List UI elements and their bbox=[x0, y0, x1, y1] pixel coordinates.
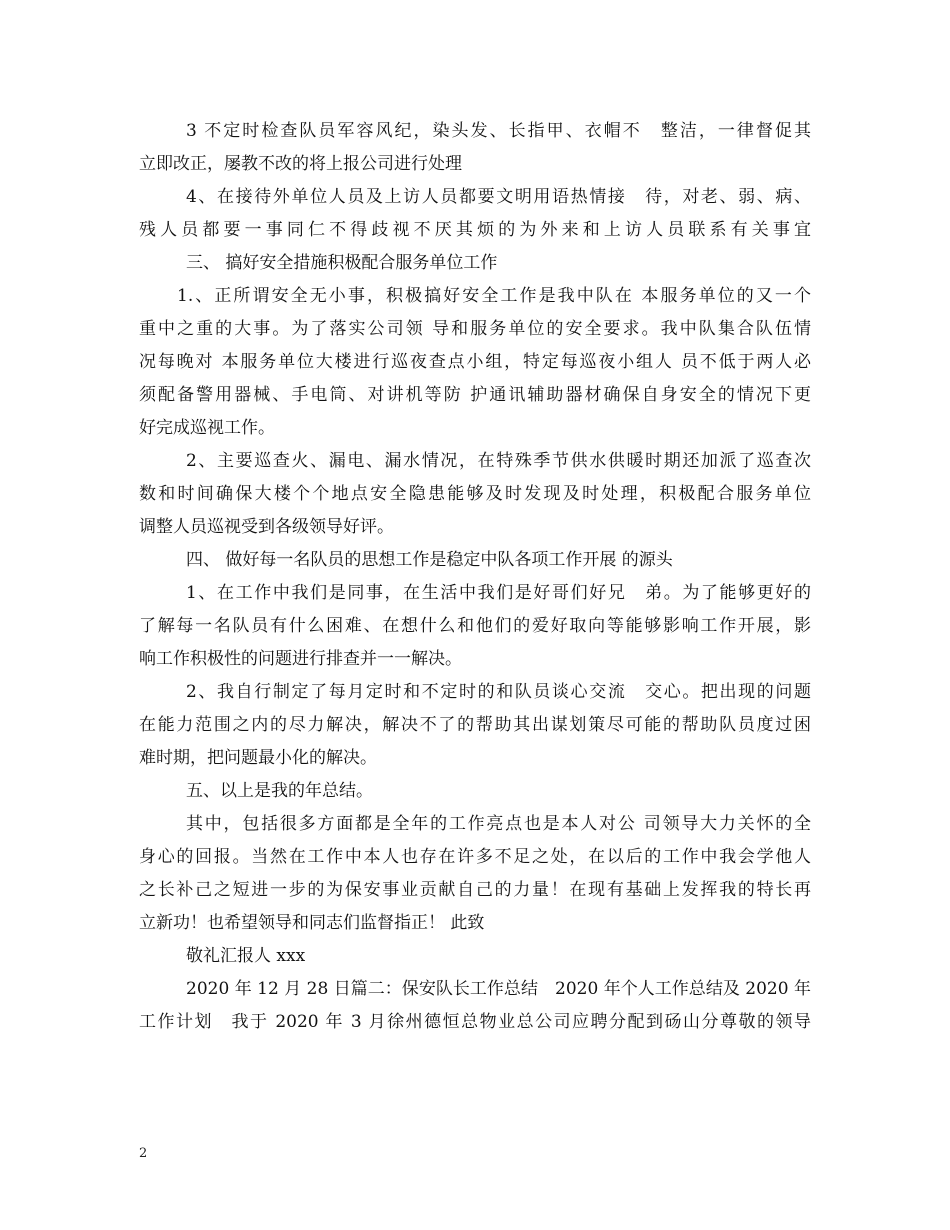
paragraph-line: 工作计划 我于 2020 年 3 月徐州德恒总物业总公司应聘分配到砀山分尊敬的领导 bbox=[139, 1012, 811, 1032]
paragraph-line: 其中，包括很多方面都是全年的工作亮点也是本人对公 司领导大力关怀的全 bbox=[186, 814, 811, 834]
paragraph-line: 重中之重的大事。为了落实公司领 导和服务单位的安全要求。我中队集合队伍情 bbox=[139, 319, 811, 339]
paragraph-line: 好完成巡视工作。 bbox=[139, 418, 275, 438]
paragraph-line: 立新功！也希望领导和同志们监督指正！ 此致 bbox=[139, 913, 485, 933]
paragraph-line: 响工作积极性的问题进行排查并一一解决。 bbox=[139, 649, 462, 669]
paragraph-line: 数和时间确保大楼个个地点安全隐患能够及时发现及时处理，积极配合服务单位 bbox=[139, 484, 811, 504]
paragraph-line: 2、我自行制定了每月定时和不定时的和队员谈心交流 交心。把出现的问题 bbox=[186, 682, 811, 702]
paragraph-line: 3 不定时检查队员军容风纪，染头发、长指甲、衣帽不 整洁，一律督促其 bbox=[186, 121, 811, 141]
section-heading: 三、 搞好安全措施积极配合服务单位工作 bbox=[186, 253, 498, 273]
paragraph-line: 残人员都要一事同仁不得歧视不厌其烦的为外来和上访人员联系有关事宜 bbox=[139, 220, 811, 240]
paragraph-line: 1、在工作中我们是同事，在生活中我们是好哥们好兄 弟。为了能够更好的 bbox=[186, 583, 811, 603]
paragraph-line: 难时期，把问题最小化的解决。 bbox=[139, 748, 377, 768]
paragraph-line: 立即改正，屡教不改的将上报公司进行处理 bbox=[139, 154, 462, 174]
paragraph-line: 了解每一名队员有什么困难、在想什么和他们的爱好取向等能够影响工作开展，影 bbox=[139, 616, 811, 636]
paragraph-line: 调整人员巡视受到各级领导好评。 bbox=[139, 517, 394, 537]
paragraph-line: 身心的回报。当然在工作中本人也存在许多不足之处，在以后的工作中我会学他人 bbox=[139, 847, 811, 867]
paragraph-line: 在能力范围之内的尽力解决，解决不了的帮助其出谋划策尽可能的帮助队员度过困 bbox=[139, 715, 811, 735]
paragraph-line: 况每晚对 本服务单位大楼进行巡夜查点小组，特定每巡夜小组人 员不低于两人必 bbox=[139, 352, 811, 372]
paragraph-line: 2020 年 12 月 28 日篇二：保安队长工作总结 2020 年个人工作总结及 2020 年 bbox=[186, 979, 811, 999]
section-heading: 四、 做好每一名队员的思想工作是稳定中队各项工作开展 的源头 bbox=[186, 550, 673, 570]
paragraph-line: 1.、正所谓安全无小事，积极搞好安全工作是我中队在 本服务单位的又一个 bbox=[177, 286, 811, 306]
document-body bbox=[139, 115, 811, 1039]
section-heading: 五、以上是我的年总结。 bbox=[186, 781, 373, 801]
signature-line: 敬礼汇报人 xxx bbox=[186, 946, 306, 966]
paragraph-line: 4、在接待外单位人员及上访人员都要文明用语热情接 待，对老、弱、病、 bbox=[186, 187, 811, 207]
paragraph-line: 2、主要巡查火、漏电、漏水情况，在特殊季节供水供暖时期还加派了巡查次 bbox=[186, 451, 811, 471]
paragraph-line: 须配备警用器械、手电筒、对讲机等防 护通讯辅助器材确保自身安全的情况下更 bbox=[139, 385, 811, 405]
page-number: 2 bbox=[139, 1146, 148, 1161]
paragraph-line: 之长补己之短进一步的为保安事业贡献自己的力量！在现有基础上发挥我的特长再 bbox=[139, 880, 811, 900]
